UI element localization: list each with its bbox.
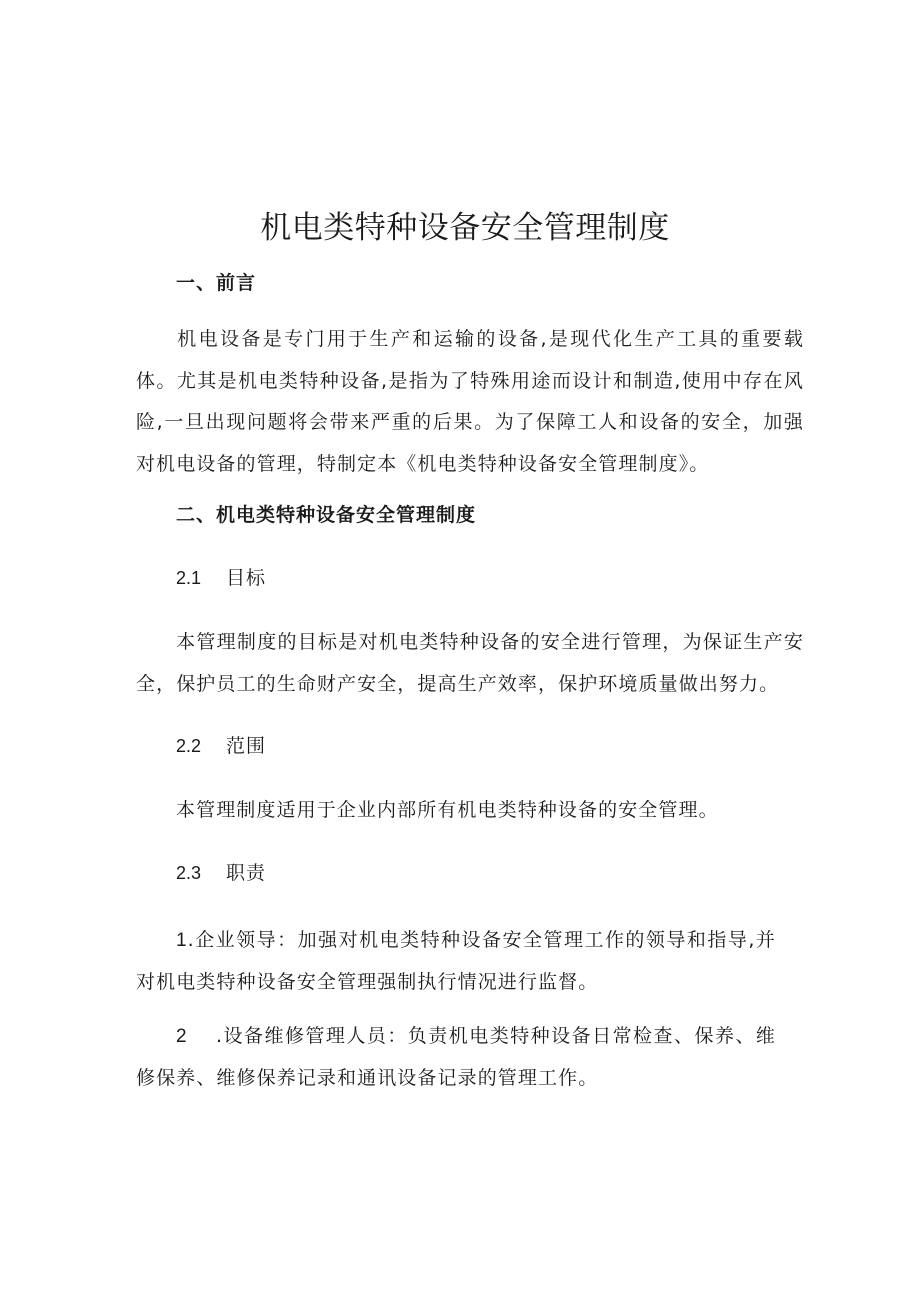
duty-item-text: .设备维修管理人员：负责机电类特种设备日常检查、保养、维修保养、维修保养记录和通讯设备记录的管理工作。 bbox=[136, 1025, 776, 1089]
scope-paragraph bbox=[136, 790, 804, 832]
section-heading-safety-rules: 二、机电类特种设备安全管理制度 bbox=[176, 504, 477, 526]
duty-item-text: .企业领导：加强对机电类特种设备安全管理工作的领导和指导,并对机电类特种设备安全管理强制执行情况进行监督。 bbox=[136, 929, 776, 993]
subsection-number: 2.1 bbox=[176, 568, 202, 588]
duty-item bbox=[136, 1016, 776, 1099]
preface-paragraph bbox=[136, 319, 804, 485]
scope-text: 本管理制度适用于企业内部所有机电类特种设备的安全管理。 bbox=[176, 799, 719, 821]
document-title: 机电类特种设备安全管理制度 bbox=[260, 210, 670, 246]
duty-item-number: 2 bbox=[176, 1026, 188, 1047]
objective-text: 本管理制度的目标是对机电类特种设备的安全进行管理，为保证生产安全，保护员工的生命财产安全，提高生产效率，保护环境质量做出努力。 bbox=[136, 631, 804, 695]
duty-item-number: 1 bbox=[176, 930, 188, 951]
subsection-label: 职责 bbox=[226, 862, 267, 884]
subsection-number: 2.3 bbox=[176, 863, 202, 883]
duty-item bbox=[136, 920, 776, 1003]
subsection-label: 范围 bbox=[226, 735, 267, 757]
preface-text: 机电设备是专门用于生产和运输的设备,是现代化生产工具的重要载体。尤其是机电类特种设备,是指为了特殊用途而设计和制造,使用中存在风险,一旦出现问题将会带来严重的后果。为了保障工人和设备的安全，加强对机电设备的管理，特制定本《机电类特种设备安全管理制度》。 bbox=[136, 328, 804, 475]
subsection-2-1-heading bbox=[176, 565, 266, 591]
objective-paragraph bbox=[136, 622, 804, 705]
subsection-2-2-heading bbox=[176, 733, 266, 759]
subsection-2-3-heading bbox=[176, 860, 266, 886]
subsection-number: 2.2 bbox=[176, 736, 202, 756]
subsection-label: 目标 bbox=[226, 567, 267, 589]
section-heading-preface: 一、前言 bbox=[176, 272, 257, 294]
